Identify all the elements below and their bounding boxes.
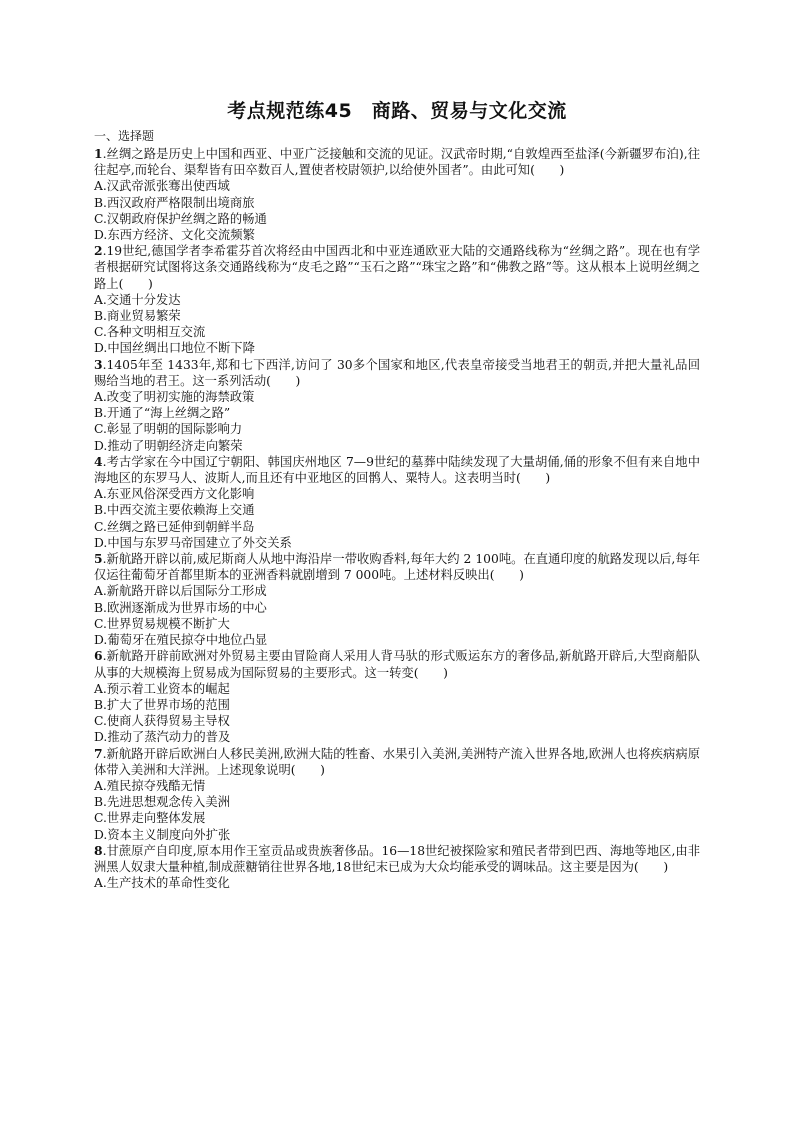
option-a: A.东亚风俗深受西方文化影响 (94, 487, 255, 502)
option-c: C.丝绸之路已延伸到朝鲜半岛 (94, 519, 255, 534)
section-heading: 一、选择题 (94, 129, 155, 143)
question-stem (94, 146, 700, 178)
document-page (94, 96, 700, 891)
option-c: C.世界走向整体发展 (94, 811, 206, 826)
option-c: C.各种文明相互交流 (94, 325, 206, 340)
question-stem (94, 648, 700, 680)
question-stem (94, 551, 700, 583)
option-d: D.中国与东罗马帝国建立了外交关系 (94, 535, 292, 550)
question-text: .考古学家在今中国辽宁朝阳、韩国庆州地区 7—9世纪的墓葬中陆续发现了大量胡俑,俑的形象不但有来自地中海地区的东罗马人、波斯人,而且还有中亚地区的回鹘人、粟特人。这表明当时( ) (94, 454, 700, 486)
option-b: B.开通了“海上丝绸之路” (94, 406, 231, 421)
option-b: B.西汉政府严格限制出境商旅 (94, 195, 255, 210)
option-a: A.交通十分发达 (94, 292, 181, 307)
question-number: 4 (94, 453, 103, 469)
option-d: D.推动了蒸汽动力的普及 (94, 730, 231, 745)
option-b: B.商业贸易繁荣 (94, 309, 181, 324)
option-b: B.先进思想观念传入美洲 (94, 795, 230, 810)
question-number: 6 (94, 648, 103, 664)
option-d: D.中国丝绸出口地位不断下降 (94, 341, 255, 356)
option-b: B.扩大了世界市场的范围 (94, 697, 230, 712)
option-d: D.东西方经济、文化交流频繁 (94, 228, 255, 243)
question-4 (94, 454, 700, 551)
option-a: A.汉武帝派张骞出使西域 (94, 179, 230, 194)
question-1 (94, 146, 700, 243)
option-d: D.推动了明朝经济走向繁荣 (94, 438, 243, 453)
question-8 (94, 843, 700, 892)
question-stem (94, 357, 700, 389)
option-d: D.葡萄牙在殖民掠夺中地位凸显 (94, 633, 268, 648)
question-stem (94, 843, 700, 875)
question-number: 3 (94, 356, 103, 372)
question-6 (94, 648, 700, 745)
option-a: A.生产技术的革命性变化 (94, 876, 230, 891)
question-text: .1405年至 1433年,郑和七下西洋,访问了 30多个国家和地区,代表皇帝接受当地君王的朝贡,并把大量礼品回赐给当地的君王。这一系列活动( ) (94, 357, 700, 388)
question-stem (94, 243, 700, 292)
option-c: C.彰显了明朝的国际影响力 (94, 422, 243, 437)
page-title: 考点规范练45 商路、贸易与文化交流 (227, 100, 567, 122)
question-text: .丝绸之路是历史上中国和西亚、中亚广泛接触和交流的见证。汉武帝时期,“自敦煌西至盐泽(今新疆罗布泊),往往起亭,而轮台、渠犁皆有田卒数百人,置使者校尉领护,以给使外国者”。由此可知( ) (94, 147, 700, 178)
option-a: A.预示着工业资本的崛起 (94, 681, 230, 696)
option-c: C.汉朝政府保护丝绸之路的畅通 (94, 211, 267, 226)
question-5 (94, 551, 700, 648)
question-number: 7 (94, 745, 103, 761)
question-2 (94, 243, 700, 356)
option-a: A.新航路开辟以后国际分工形成 (94, 584, 267, 599)
option-a: A.殖民掠夺残酷无情 (94, 778, 206, 793)
question-text: .新航路开辟后欧洲白人移民美洲,欧洲大陆的牲畜、水果引入美洲,美洲特产流入世界各地,欧洲人也将疾病病原体带入美洲和大洋洲。上述现象说明( ) (94, 746, 700, 777)
question-number: 1 (94, 146, 103, 161)
question-7 (94, 746, 700, 843)
question-text: .甘蔗原产自印度,原本用作王室贡品或贵族奢侈品。16—18世纪被探险家和殖民者带到巴西、海地等地区,由非洲黑人奴隶大量种植,制成蔗糖销往世界各地,18世纪末已成为大众均能承受的调味品。这主要是因为( ) (94, 843, 700, 874)
option-a: A.改变了明初实施的海禁政策 (94, 390, 255, 405)
question-text: .19世纪,德国学者李希霍芬首次将经由中国西北和中亚连通欧亚大陆的交通路线称为“丝绸之路”。现在也有学者根据研究试图将这条交通路线称为“皮毛之路”“玉石之路”“珠宝之路”和“佛教之路”等。这从根本上说明丝绸之路上( ) (94, 244, 700, 291)
question-number: 8 (94, 842, 103, 858)
question-number: 2 (94, 243, 103, 259)
question-number: 5 (94, 551, 103, 567)
question-stem (94, 454, 700, 486)
question-text: .新航路开辟前欧洲对外贸易主要由冒险商人采用人背马驮的形式贩运东方的奢侈品,新航路开辟后,大型商船队从事的大规模海上贸易成为国际贸易的主要形式。这一转变( ) (94, 649, 700, 680)
question-text: .新航路开辟以前,威尼斯商人从地中海沿岸一带收购香料,每年大约 2 100吨。在直通印度的航路发现以后,每年仅运往葡萄牙首都里斯本的亚洲香料就剧增到 7 000吨。上述材料反映出( ) (94, 552, 700, 583)
option-b: B.欧洲逐渐成为世界市场的中心 (94, 600, 267, 615)
option-b: B.中西交流主要依赖海上交通 (94, 503, 255, 518)
question-stem (94, 746, 700, 778)
option-c: C.世界贸易规模不断扩大 (94, 616, 230, 631)
option-d: D.资本主义制度向外扩张 (94, 827, 231, 842)
question-3 (94, 357, 700, 454)
option-c: C.使商人获得贸易主导权 (94, 714, 230, 729)
